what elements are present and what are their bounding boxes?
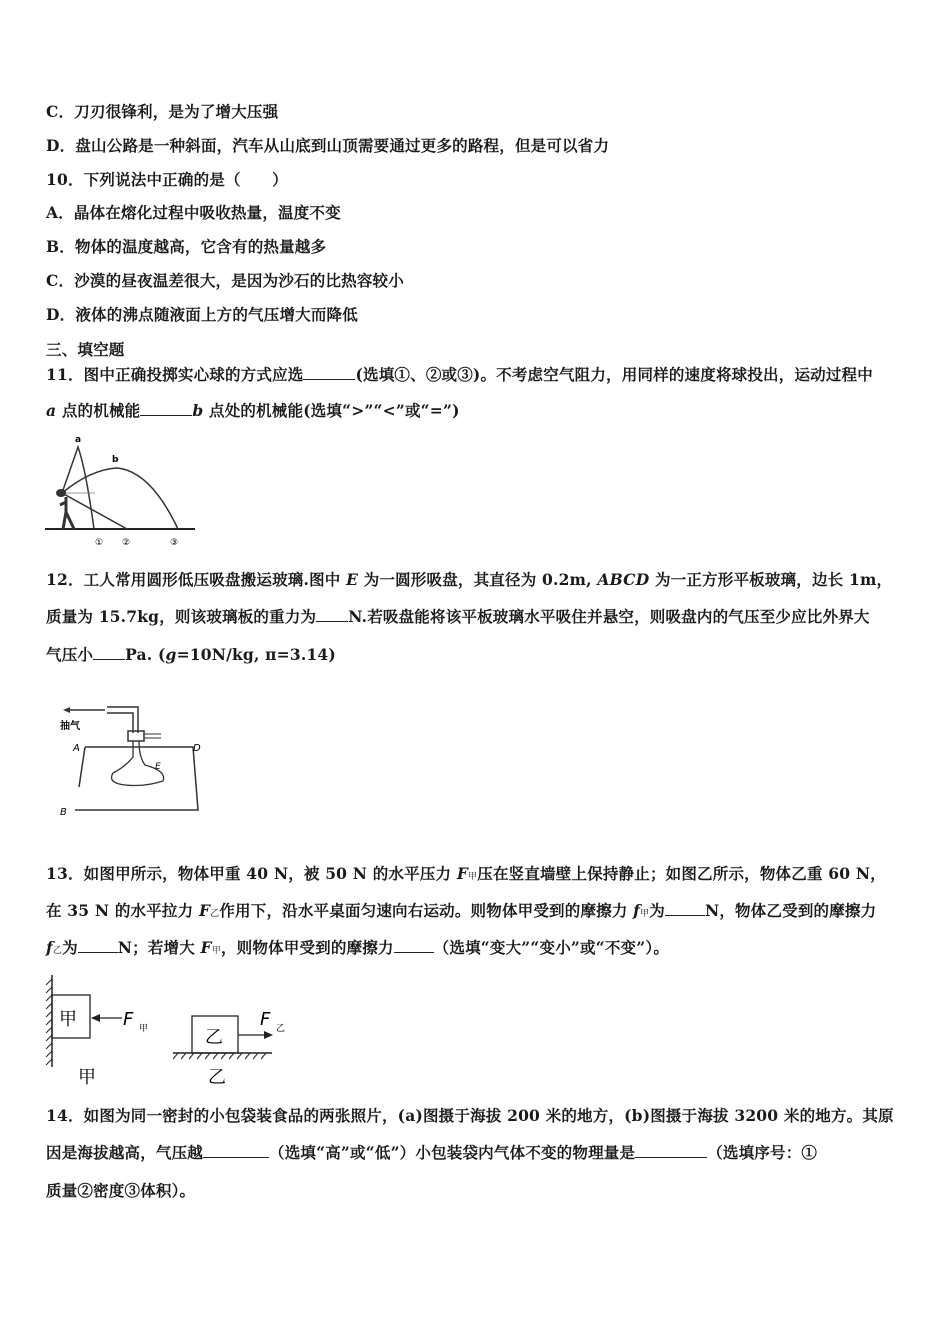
q12-text: 质量为 15.7kg，则该玻璃板的重力为 bbox=[46, 607, 317, 626]
answer-blank[interactable] bbox=[203, 1143, 269, 1158]
force-f-jia: F bbox=[123, 1009, 134, 1030]
q11-line2 bbox=[46, 401, 460, 421]
var-g: g bbox=[165, 645, 177, 664]
q12-text: 为一正方形平板玻璃，边长 1m， bbox=[649, 570, 893, 589]
q13-text: N；若增大 bbox=[117, 938, 201, 957]
corner-b: B bbox=[60, 807, 67, 818]
q13-text: 为 bbox=[62, 938, 78, 957]
answer-blank[interactable] bbox=[316, 607, 348, 622]
q13-text: N，物体乙受到的摩擦力 bbox=[704, 901, 877, 920]
subscript: 甲 bbox=[468, 872, 478, 882]
var-e: E bbox=[346, 570, 359, 589]
q14-line2 bbox=[46, 1143, 817, 1163]
center-e: E bbox=[155, 762, 161, 772]
force-f-yi: F bbox=[260, 1009, 271, 1030]
q13-text: ，则物体甲受到的摩擦力 bbox=[220, 938, 394, 957]
caption-yi: 乙 bbox=[208, 1067, 226, 1088]
force-f-yi-sub: 乙 bbox=[276, 1024, 286, 1034]
q11-text: (选填①、②或③)。不考虑空气阻力，用同样的速度将球投出，运动过程中 bbox=[355, 365, 873, 384]
caption-jia: 甲 bbox=[78, 1067, 96, 1088]
var-b: b bbox=[192, 401, 204, 420]
label-1: ① bbox=[95, 538, 104, 548]
q14-line1: 14．如图为同一密封的小包袋装食品的两张照片，(a)图摄于海拔 200 米的地方，(b)图摄于海拔 3200 米的地方。其原 bbox=[46, 1106, 894, 1125]
q13-text: （选填“变大”“变小”或“不变”）。 bbox=[433, 938, 670, 957]
block-jia: 甲 bbox=[59, 1009, 77, 1030]
subscript: 甲 bbox=[211, 946, 221, 956]
corner-d: D bbox=[193, 743, 201, 754]
point-a-label: a bbox=[75, 435, 82, 445]
q11-text: 点的机械能 bbox=[56, 401, 141, 420]
answer-blank[interactable] bbox=[140, 401, 192, 416]
q13-text: 13．如图甲所示，物体甲重 40 N，被 50 N 的水平压力 bbox=[46, 864, 457, 883]
corner-a: A bbox=[73, 743, 80, 754]
q13-line3 bbox=[46, 938, 669, 961]
pump-label: 抽气 bbox=[60, 721, 80, 732]
q10-stem: 10．下列说法中正确的是（ ） bbox=[46, 170, 288, 189]
q12-line2 bbox=[46, 607, 870, 627]
q14-text: 因是海拔越高，气压越 bbox=[46, 1143, 204, 1162]
q14-line3: 质量②密度③体积）。 bbox=[46, 1181, 196, 1200]
q12-text: Pa. ( bbox=[125, 645, 166, 664]
q13-text: 作用下，沿水平桌面匀速向右运动。则物体甲受到的摩擦力 bbox=[219, 901, 634, 920]
throw-trajectory-figure bbox=[40, 430, 210, 555]
label-3: ③ bbox=[170, 538, 179, 548]
answer-blank[interactable] bbox=[78, 938, 118, 953]
q9-option-c: C．刀刃很锋利，是为了增大压强 bbox=[46, 102, 279, 121]
q10-option-c: C．沙漠的昼夜温差很大，是因为沙石的比热容较小 bbox=[46, 271, 404, 290]
var-f-friction: f bbox=[46, 938, 53, 957]
q11-text: 点处的机械能(选填“>”“<”或“=”) bbox=[203, 401, 460, 420]
subscript: 乙 bbox=[52, 946, 63, 956]
q9-option-d: D．盘山公路是一种斜面，汽车从山底到山顶需要通过更多的路程，但是可以省力 bbox=[46, 136, 610, 155]
q13-text: 压在竖直墙壁上保持静止；如图乙所示，物体乙重 60 N， bbox=[477, 864, 886, 883]
var-abcd: ABCD bbox=[597, 570, 650, 589]
var-a: a bbox=[46, 401, 57, 420]
subscript: 甲 bbox=[640, 909, 650, 919]
suction-cup-figure bbox=[45, 695, 215, 825]
block-yi: 乙 bbox=[205, 1027, 223, 1048]
force-f-jia-sub: 甲 bbox=[139, 1024, 149, 1034]
var-f-friction: f bbox=[633, 901, 641, 920]
q12-text: 为一圆形吸盘，其直径为 0.2m, bbox=[358, 570, 598, 589]
q13-line2 bbox=[46, 901, 876, 924]
q10-option-a: A．晶体在熔化过程中吸收热量，温度不变 bbox=[46, 203, 341, 222]
q10-option-d: D．液体的沸点随液面上方的气压增大而降低 bbox=[46, 305, 358, 324]
point-b-label: b bbox=[112, 455, 119, 465]
q12-text: =10N/kg, π=3.14) bbox=[176, 645, 336, 664]
var-f: F bbox=[200, 938, 212, 957]
answer-blank[interactable] bbox=[394, 938, 434, 953]
answer-blank[interactable] bbox=[635, 1143, 707, 1158]
q13-line1 bbox=[46, 864, 886, 887]
section-title: 三、填空题 bbox=[46, 340, 125, 359]
q12-line3 bbox=[46, 645, 336, 665]
force-diagram-figure bbox=[40, 975, 300, 1095]
subscript: 乙 bbox=[210, 909, 220, 919]
var-f: F bbox=[456, 864, 469, 883]
q10-option-b: B．物体的温度越高，它含有的热量越多 bbox=[46, 237, 327, 256]
q13-text: 在 35 N 的水平拉力 bbox=[46, 901, 199, 920]
var-f: F bbox=[198, 901, 211, 920]
q12-text: N.若吸盘能将该平板玻璃水平吸住并悬空，则吸盘内的气压至少应比外界大 bbox=[348, 607, 870, 626]
q11-line1 bbox=[46, 365, 873, 385]
label-2: ② bbox=[122, 538, 131, 548]
answer-blank[interactable] bbox=[665, 901, 705, 916]
answer-blank[interactable] bbox=[93, 645, 125, 660]
q14-text: （选填“高”或“低”）小包装袋内气体不变的物理量是 bbox=[269, 1143, 636, 1162]
q12-text: 气压小 bbox=[46, 645, 94, 664]
q12-text: 12．工人常用圆形低压吸盘搬运玻璃.图中 bbox=[46, 570, 347, 589]
answer-blank[interactable] bbox=[303, 365, 355, 380]
q11-text: 11．图中正确投掷实心球的方式应选 bbox=[46, 365, 304, 384]
q12-line1 bbox=[46, 570, 892, 590]
q14-text: （选填序号：① bbox=[707, 1143, 818, 1162]
q13-text: 为 bbox=[649, 901, 665, 920]
